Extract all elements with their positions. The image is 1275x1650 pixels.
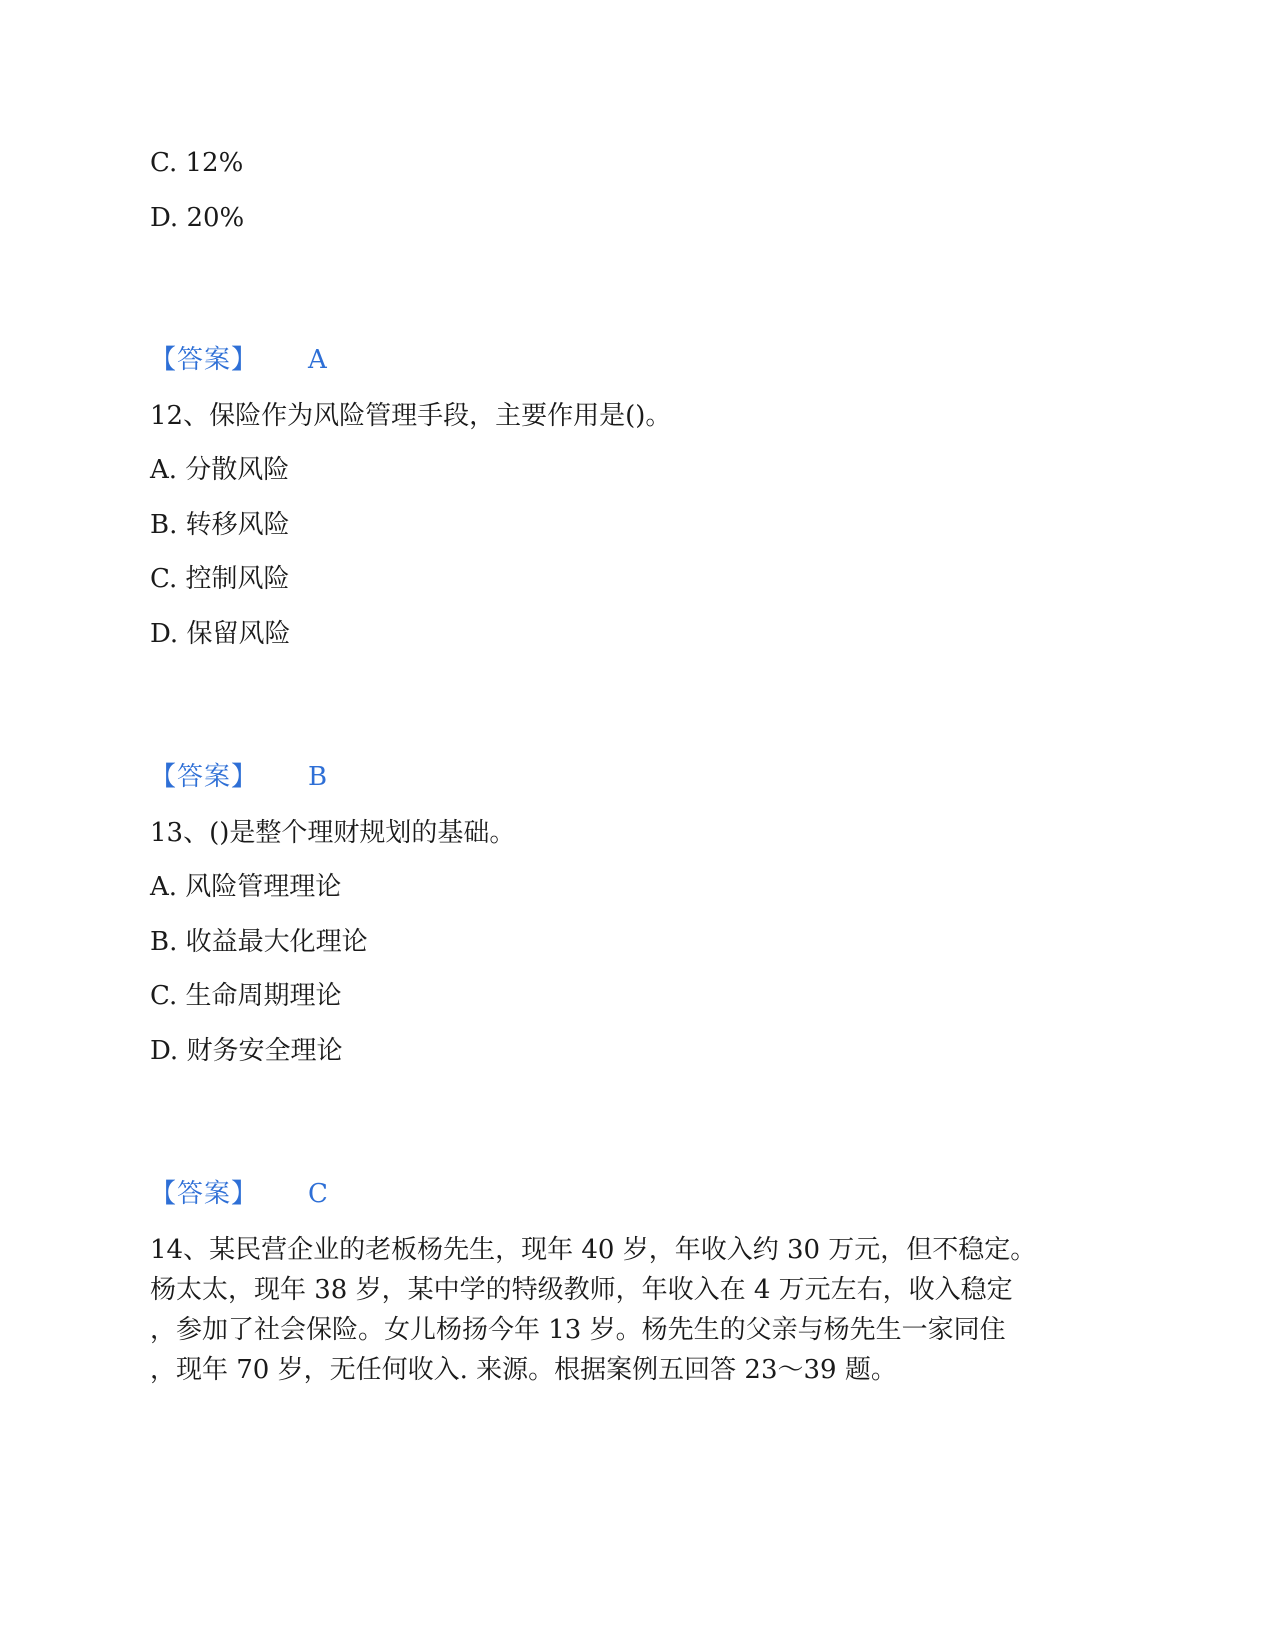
paragraph-line: ，现年 70 岁，无任何收入. 来源。根据案例五回答 23～39 题。	[150, 1355, 897, 1385]
option-c: C. 12%	[150, 148, 244, 178]
answer-label: 【答案】	[150, 762, 259, 792]
option-b: B. 转移风险	[150, 510, 290, 540]
answer-value: B	[308, 762, 328, 792]
option-d: D. 财务安全理论	[150, 1036, 343, 1066]
option-d: D. 保留风险	[150, 619, 291, 649]
answer-row	[150, 1179, 350, 1209]
question-paragraph	[150, 1230, 1110, 1390]
option-d: D. 20%	[150, 203, 245, 233]
answer-label: 【答案】	[150, 345, 259, 375]
question-stem: 13、()是整个理财规划的基础。	[150, 818, 516, 848]
option-a: A. 风险管理理论	[150, 872, 342, 902]
answer-row	[150, 762, 350, 792]
paragraph-line: ，参加了社会保险。女儿杨扬今年 13 岁。杨先生的父亲与杨先生一家同住	[150, 1315, 1006, 1345]
answer-value: A	[308, 345, 327, 375]
option-c: C. 生命周期理论	[150, 981, 342, 1011]
answer-row	[150, 345, 350, 375]
paragraph-line: 14、某民营企业的老板杨先生，现年 40 岁，年收入约 30 万元，但不稳定。	[150, 1235, 1037, 1265]
option-c: C. 控制风险	[150, 564, 290, 594]
option-a: A. 分散风险	[150, 455, 290, 485]
option-b: B. 收益最大化理论	[150, 927, 368, 957]
answer-value: C	[308, 1179, 328, 1209]
answer-label: 【答案】	[150, 1179, 259, 1209]
question-stem: 12、保险作为风险管理手段，主要作用是()。	[150, 401, 672, 431]
paragraph-line: 杨太太，现年 38 岁，某中学的特级教师，年收入在 4 万元左右，收入稳定	[150, 1275, 1013, 1305]
